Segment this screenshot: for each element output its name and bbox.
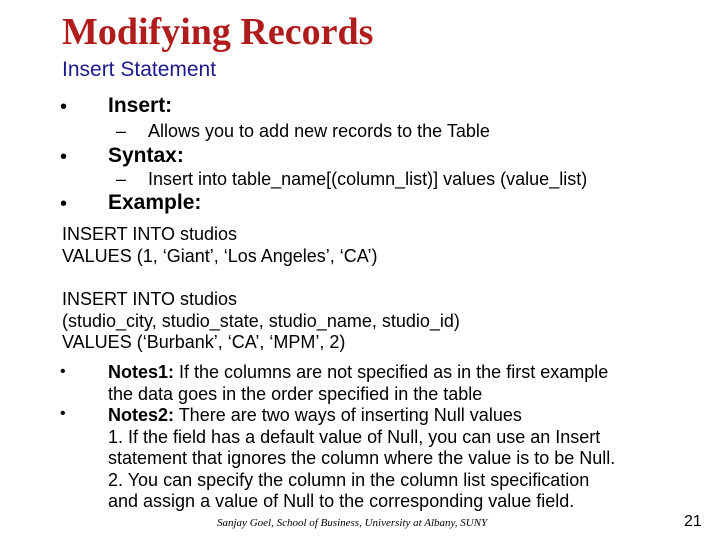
notes2-text: There are two ways of inserting Null values <box>174 405 522 425</box>
notes1-line <box>108 362 688 384</box>
notes2-line: and assign a value of Null to the corresponding value field. <box>108 491 575 511</box>
notes2-line: 2. You can specify the column in the column list specification <box>108 469 590 490</box>
insert-heading: Insert: <box>108 94 173 117</box>
bullet-insert: • <box>60 96 68 118</box>
bullet-example: • <box>60 193 68 215</box>
code-line: VALUES (‘Burbank’, ‘CA’, ‘MPM’, 2) <box>62 332 346 352</box>
example-1-code <box>62 224 377 267</box>
insert-description: Allows you to add new records to the Table <box>148 121 490 141</box>
code-line: INSERT INTO studios <box>62 224 238 244</box>
dash-syntax: – <box>116 169 127 189</box>
slide-title: Modifying Records <box>62 11 374 53</box>
example-2-code <box>62 289 460 354</box>
notes2-line: 1. If the field has a default value of Null, you can use an Insert <box>108 426 601 447</box>
notes1-label: Notes1: <box>108 362 175 382</box>
code-line: (studio_city, studio_state, studio_name, studio_id) <box>62 310 460 331</box>
notes2-line: statement that ignores the column where the value is to be Null. <box>108 448 616 468</box>
code-line: INSERT INTO studios <box>62 289 238 309</box>
bullet-notes1: • <box>60 363 66 380</box>
page-number: 21 <box>684 513 702 530</box>
bullet-notes2: • <box>60 405 66 422</box>
footer-credit: Sanjay Goel, School of Business, University at Albany, SUNY <box>217 517 488 529</box>
syntax-description: Insert into table_name[(column_list)] values (value_list) <box>148 169 588 189</box>
code-line: VALUES (1, ‘Giant’, ‘Los Angeles’, ‘CA’) <box>62 245 378 266</box>
notes2-label: Notes2: <box>108 405 175 425</box>
syntax-heading: Syntax: <box>108 144 184 167</box>
notes1-text: If the columns are not specified as in the first example <box>174 362 609 382</box>
example-heading: Example: <box>108 191 202 214</box>
dash-insert: – <box>116 121 127 141</box>
notes-block <box>108 362 688 513</box>
notes1-line: the data goes in the order specified in the table <box>108 383 483 404</box>
notes2-line <box>108 405 688 427</box>
bullet-syntax: • <box>60 146 68 168</box>
slide-subtitle: Insert Statement <box>62 58 217 81</box>
